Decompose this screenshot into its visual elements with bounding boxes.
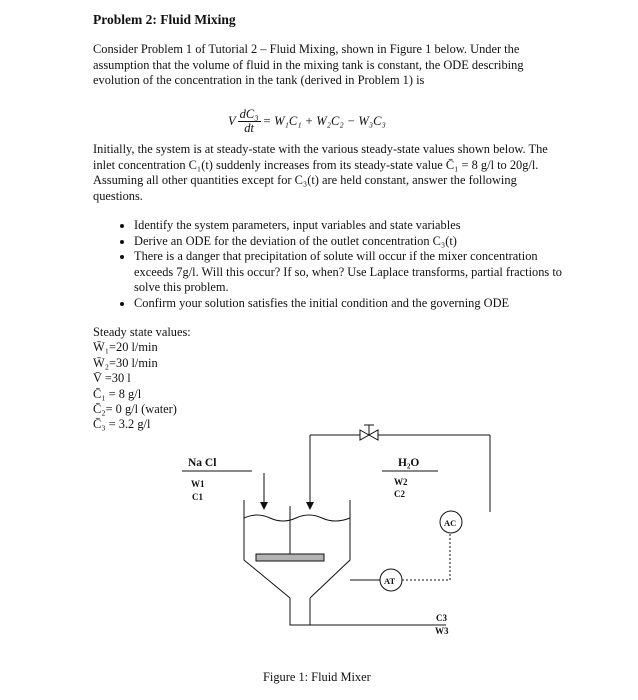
h2o-label: H₂O (398, 457, 420, 469)
at-label: AT (384, 576, 396, 586)
steady-state-value: C̄₂= 0 g/l (water) (93, 402, 177, 417)
ac-label: AC (444, 518, 457, 528)
c1-label: C1 (192, 492, 203, 502)
tank-outline-left (244, 500, 410, 625)
steady-state-value: C̄₃ = 3.2 g/l (93, 417, 151, 432)
question-item: • There is a danger that precipitation of solute will occur if the mixer concentration exceeds 7g/l. Will this occur? If so, when? Use Laplace transforms, partial fractions to solve this problem. (134, 249, 574, 296)
w3-label: W3 (435, 626, 449, 636)
c3-label: C3 (436, 613, 447, 623)
nacl-label: Na Cl (188, 457, 217, 469)
steady-state-value: W̄₁=20 l/min (93, 340, 158, 355)
w1-label: W1 (191, 479, 205, 489)
steady-state-value: C̄₁ = 8 g/l (93, 386, 142, 401)
liquid-surface (244, 515, 350, 521)
question-item: • Derive an ODE for the deviation of the outlet concentration C₃(t) (134, 234, 574, 250)
stirrer-blade (256, 554, 324, 561)
c2-label: C2 (394, 489, 405, 499)
question-item: • Confirm your solution satisfies the initial condition and the governing ODE (134, 296, 574, 312)
problem-title: Problem 2: Fluid Mixing (93, 12, 236, 27)
steady-state-heading: Steady state values: (93, 325, 191, 339)
steady-state-value: V̄ =30 l (93, 371, 131, 386)
equation-rhs: = W₁C₁ + W₂C₂ − W₃C₃ (262, 114, 386, 128)
tank-outline-right (310, 500, 350, 598)
intro-paragraph: Consider Problem 1 of Tutorial 2 – Fluid Mixing, shown in Figure 1 below. Under the assumption that the volume of fluid in the mixing tank is constant, the ODE describing evolution of the concentration in the tank (derived in Problem 1) is (93, 42, 524, 88)
conditions-paragraph: Initially, the system is at steady-state with the various steady-state values shown below. The inlet concentration C₁(t) suddenly increases from its steady-state value C̄₁ = 8 g/l to 20g/l. Assuming all other quantities except for C₃(t) are held constant, answer the following questions. (93, 142, 548, 203)
figure-caption: Figure 1: Fluid Mixer (263, 670, 371, 684)
steady-state-value: W̄₂=30 l/min (93, 355, 158, 370)
question-item: • Identify the system parameters, input variables and state variables (134, 218, 574, 234)
equation-denominator: dt (244, 121, 254, 135)
equation-numerator: dC₃ (239, 107, 259, 121)
equation-lhs-prefix: V (228, 114, 236, 128)
w2-label: W2 (394, 477, 408, 487)
